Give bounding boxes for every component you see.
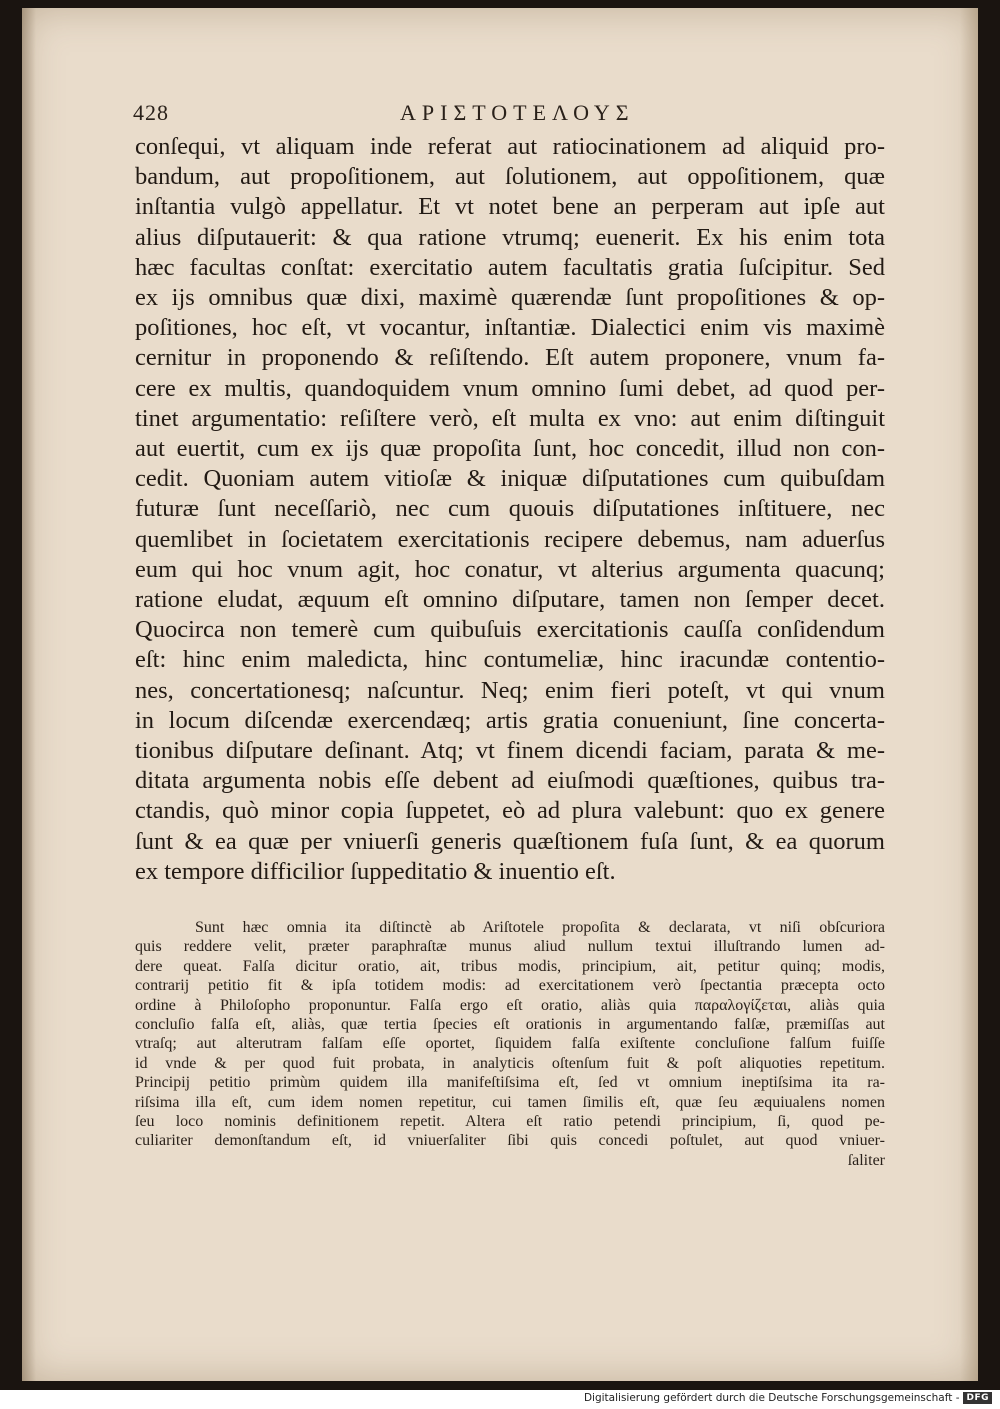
commentary-line: contrarij petitio fit & ipſa totidem modis: ad exercitationem verò ſpectantia præcepta octo xyxy=(135,977,885,995)
main-text-line: bandum, aut propoſitionem, aut ſolutionem, aut oppoſitionem, quæ xyxy=(135,163,885,191)
main-text-line: nes, concertationesq; naſcuntur. Neq; enim fieri poteſt, vt qui vnum xyxy=(135,676,885,704)
dfg-logo: DFG xyxy=(963,1392,992,1404)
main-text-line: ctandis, quò minor copia ſuppetet, eò ad plura valebunt: quo ex genere xyxy=(135,797,885,825)
commentary-line: quis reddere velit, præter paraphraſtæ munus aliud nullum textui illuſtrando lumen ad- xyxy=(135,938,885,956)
main-text-line: cernitur in proponendo & reſiſtendo. Eſt autem proponere, vnum fa- xyxy=(135,344,885,372)
main-text-line: quemlibet in ſocietatem exercitationis recipere debemus, nam aduerſus xyxy=(135,525,885,553)
page-number: 428 xyxy=(133,100,169,125)
commentary-line: riſsima illa eſt, cum idem nomen repetitur, cui tamen ſimilis eſt, quæ ſeu æquiualens nomen xyxy=(135,1093,885,1111)
main-text-line: ex ijs omnibus quæ dixi, maximè quærendæ ſunt propoſitiones & op- xyxy=(135,284,885,312)
credit-text: Digitalisierung gefördert durch die Deutsche Forschungsgemeinschaft - xyxy=(583,1392,960,1404)
page-edge-shadow xyxy=(960,8,978,1381)
main-text-line: cere ex multis, quandoquidem vnum omnino ſumi debet, ad quod per- xyxy=(135,374,885,402)
main-text-line: Quocirca non temerè cum quibuſuis exercitationis cauſſa conſidendum xyxy=(135,616,885,644)
main-text-line: hæc facultas conſtat: exercitatio autem facultatis gratia ſuſcipitur. Sed xyxy=(135,253,885,281)
commentary-line: concluſio falſa eſt, aliàs, quæ tertia ſpecies eſt orationis in argumentando falſæ, præmiſſas aut xyxy=(135,1016,885,1034)
commentary-line: Sunt hæc omnia ita diſtinctè ab Ariſtotele propoſita & declarata, vt niſi obſcuriora xyxy=(195,919,885,936)
main-text-line: ex tempore difficilior ſuppeditatio & inuentio eſt. xyxy=(135,857,616,885)
main-text-line: tinet argumentatio: reſiſtere verò, eſt multa ex vno: aut enim diſtinguit xyxy=(135,404,885,432)
main-text-line: inſtantia vulgò appellatur. Et vt notet bene an perperam aut ipſe aut xyxy=(135,193,885,221)
digitization-credit xyxy=(584,1392,992,1404)
main-text-line: alius diſputauerit: & qua ratione vtrumq; euenerit. Ex his enim tota xyxy=(135,223,885,251)
main-text-line: aut euertit, cum ex ijs quæ propoſita ſunt, hoc concedit, illud non con- xyxy=(135,435,885,463)
main-text-line: cedit. Quoniam autem vitioſæ & iniquæ diſputationes cum quibuſdam xyxy=(135,465,885,493)
main-text-line: eſt: hinc enim maledicta, hinc contumeliæ, hinc iracundæ contentio- xyxy=(135,646,885,674)
main-text-line: conſequi, vt aliquam inde referat aut ratiocinationem ad aliquid pro- xyxy=(135,133,885,160)
commentary-line: ordine à Philoſopho proponuntur. Falſa ergo eſt oratio, aliàs quia παραλογίζεται, aliàs quia xyxy=(135,996,885,1014)
main-text-line: futuræ ſunt neceſſariò, nec cum quouis diſputationes inſtituere, nec xyxy=(135,495,885,523)
commentary-line: Principij petitio primùm quidem illa manifeſtiſsima eſt, ſed vt omnium ineptiſsima ita ra- xyxy=(135,1074,885,1092)
commentary-line: ſaliter xyxy=(847,1151,885,1169)
commentary-line: dere queat. Falſa dicitur oratio, ait, tribus modis, principium, ait, petitur quinq; modis, xyxy=(135,957,885,975)
main-text-line: poſitiones, hoc eſt, vt vocantur, inſtantiæ. Dialectici enim vis maximè xyxy=(135,314,885,342)
main-text-block xyxy=(135,132,885,887)
main-text-line: tionibus diſputare deſinant. Atq; vt finem dicendi faciam, parata & me- xyxy=(135,737,885,765)
running-head: ΑΡΙΣΤΟΤΕΛΟΥΣ xyxy=(400,100,635,125)
main-text-line: ditata argumenta nobis eſſe debent ad eiuſmodi quæſtiones, quibus tra- xyxy=(135,767,885,795)
commentary-line: id vnde & per quod fuit probata, in analyticis oſtenſum fuit & poſt aliquoties repetitum. xyxy=(135,1054,885,1072)
main-text-line: in locum diſcendæ exercendæq; artis gratia conueniunt, ſine concerta- xyxy=(135,706,885,734)
main-text-line: ſunt & ea quæ per vniuerſi generis quæſtionem fuſa ſunt, & ea quorum xyxy=(135,827,885,855)
page-gutter-shadow xyxy=(22,8,36,1381)
main-text-line: eum qui hoc vnum agit, hoc conatur, vt alterius argumenta quacunq; xyxy=(135,555,885,583)
commentary-line: ſeu loco nominis definitionem repetit. Altera eſt ratio petendi principium, ſi, quod pe- xyxy=(135,1113,885,1131)
commentary-line: culiariter demonſtandum eſt, id vniuerſaliter ſibi quis concedi poſtulet, aut quod vniuer- xyxy=(135,1132,885,1150)
commentary-block xyxy=(135,918,885,1170)
main-text-line: ratione eludat, æquum eſt omnino diſputare, tamen non ſemper decet. xyxy=(135,586,885,614)
commentary-line: vtraſq; aut alterutram falſam eſſe oportet, ſiquidem falſa exiſtente concluſione falſum fuiſſe xyxy=(135,1035,885,1053)
